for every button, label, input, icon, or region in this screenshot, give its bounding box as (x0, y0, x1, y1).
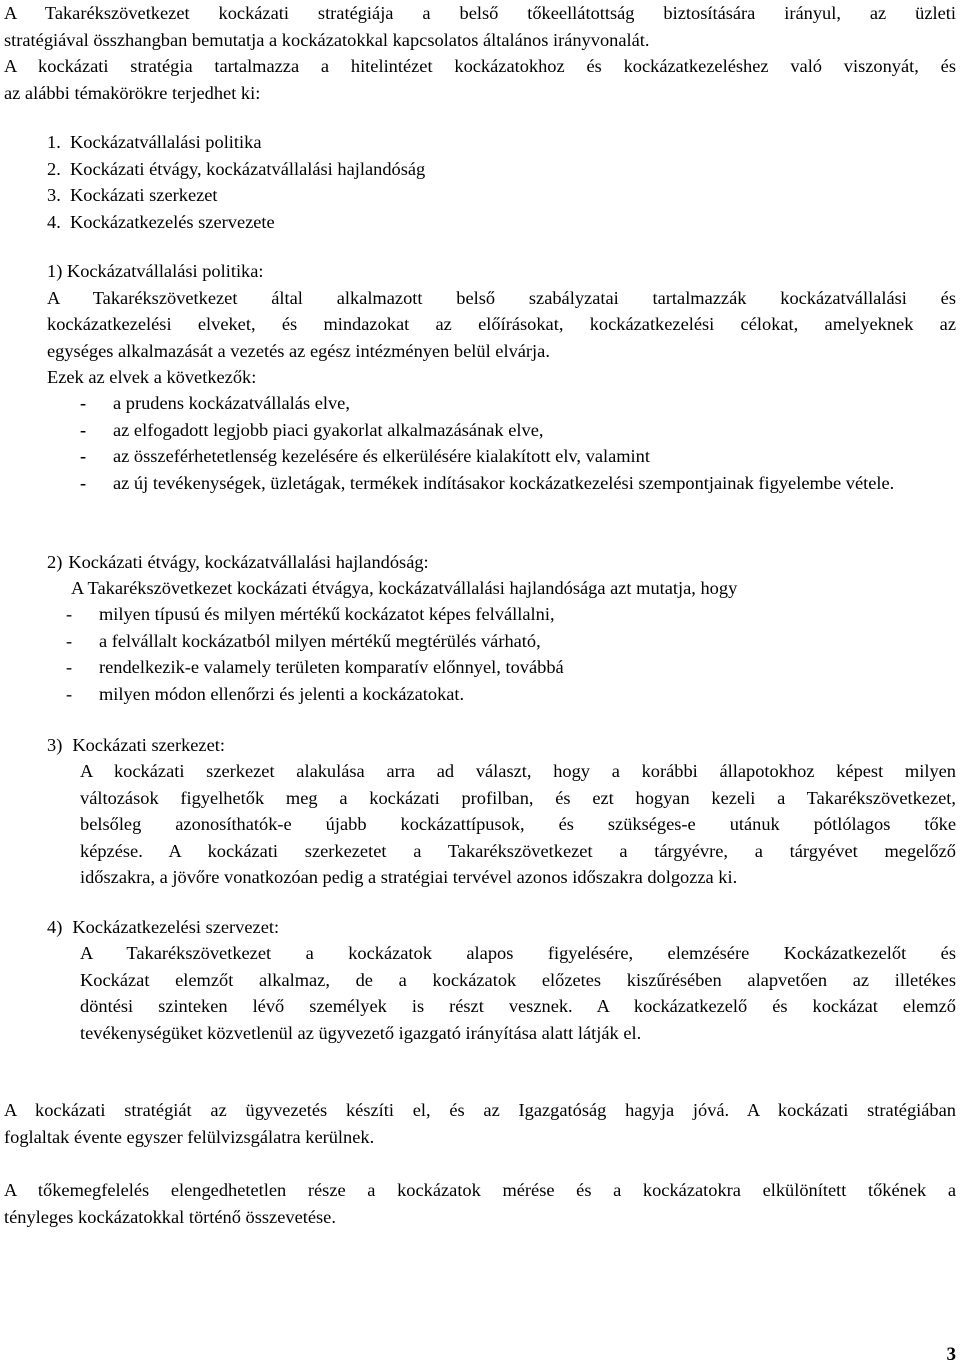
section-2-list (66, 601, 906, 707)
list-item: 4. Kockázatkezelés szervezete (47, 211, 275, 232)
list-item: 3. Kockázati szerkezet (47, 185, 218, 205)
page-number: 3 (946, 1344, 956, 1365)
section-1 (47, 258, 956, 391)
list-item: 1. Kockázatvállalási politika (47, 132, 262, 152)
section-paragraph-line: A Takarékszövetkezet által alkalmazott belső szabályzatai tartalmazzák kockázatvállalási és (47, 287, 956, 308)
section-2-heading: 2) Kockázati étvágy, kockázatvállalási hajlandóság: (47, 552, 429, 572)
section-paragraph-line: egységes alkalmazását a vezetés az egész intézményen belül elvárja. (47, 340, 550, 361)
section-3-heading: 3) Kockázati szerkezet: (47, 735, 225, 755)
intro-paragraph (4, 0, 956, 106)
list-item: 2. Kockázati étvágy, kockázatvállalási hajlandóság (47, 158, 426, 179)
intro-line: A Takarékszövetkezet kockázati stratégiája a belső tőkeellátottság biztosítására irányul, az üzleti (4, 3, 956, 23)
section-2-paragraph: A Takarékszövetkezet kockázati étvágya, kockázatvállalási hajlandósága azt mutatja, hogy (71, 578, 738, 598)
section-4-paragraph: A Takarékszövetkezet a kockázatok alapos figyelésére, elemzésére Kockázatkezelőt és Kockázat elemzőt alkalmaz, de a kockázatok előzetes kiszűrésében alapvetően az illetékes döntési szinteken lévő személyek is részt vesznek. A kockázatkezelő és kockázat elemző tevékenységüket közvetlenül az ügyvezető igazgató irányítása alatt látják el. (80, 943, 956, 1043)
list-item: - az összeférhetetlenség kezelésére és elkerülésére kialakított elv, valamint (80, 446, 650, 466)
topics-list (47, 129, 425, 235)
intro-line: stratégiával összhangban bemutatja a kockázatokkal kapcsolatos általános irányvonalát. (4, 29, 650, 50)
intro-line: az alábbi témakörökre terjedhet ki: (4, 82, 261, 103)
section-3-paragraph: A kockázati szerkezet alakulása arra ad választ, hogy a korábbi állapotokhoz képest milyen változások figyelhetők meg a kockázati profilban, és ezt hogyan kezeli a Takarékszövetkezet, belsőleg azonosíthatók-e újabb kockázattípusok, és szükséges-e utánuk pótlólagos tőke képzése. A kockázati szerkezetet a Takarékszövetkezet a tárgyévre, a tárgyévet megelőző időszakra, a jövőre vonatkozóan pedig a stratégiai tervével azonos időszakra dolgozza ki. (80, 761, 956, 887)
list-item: - a felvállalt kockázatból milyen mértékű megtérülés várható, (66, 630, 541, 651)
list-item: - az új tevékenységek, üzletágak, termékek indításakor kockázatkezelési szempontjainak figyelembe vétele. (80, 472, 895, 493)
closing-paragraph-2: A tőkemegfelelés elengedhetetlen része a kockázatok mérése és a kockázatokra elkülönített tőkének a tényleges kockázatokkal történő összevetése. (4, 1180, 956, 1227)
section-1-principles-list (80, 390, 916, 496)
section-heading: 1) Kockázatvállalási politika: (47, 261, 264, 281)
list-item: - milyen módon ellenőrzi és jelenti a kockázatokat. (66, 683, 465, 704)
list-item: - a prudens kockázatvállalás elve, (80, 393, 350, 413)
closing-paragraph-1: A kockázati stratégiát az ügyvezetés készíti el, és az Igazgatóság hagyja jóvá. A kockázati stratégiában foglaltak évente egyszer felülvizsgálatra kerülnek. (4, 1100, 956, 1147)
section-lead: Ezek az elvek a következők: (47, 367, 257, 387)
section-paragraph-line: kockázatkezelési elveket, és mindazokat az előírásokat, kockázatkezelési célokat, amelyeknek az (47, 314, 956, 334)
list-item: - rendelkezik-e valamely területen komparatív előnnyel, továbbá (66, 657, 564, 677)
list-item: - milyen típusú és milyen mértékű kockázatot képes felvállalni, (66, 604, 555, 624)
intro-line: A kockázati stratégia tartalmazza a hitelintézet kockázatokhoz és kockázatkezeléshez való viszonyát, és (4, 56, 956, 76)
section-4-heading: 4) Kockázatkezelési szervezet: (47, 917, 280, 937)
list-item: - az elfogadott legjobb piaci gyakorlat alkalmazásának elve, (80, 419, 544, 440)
